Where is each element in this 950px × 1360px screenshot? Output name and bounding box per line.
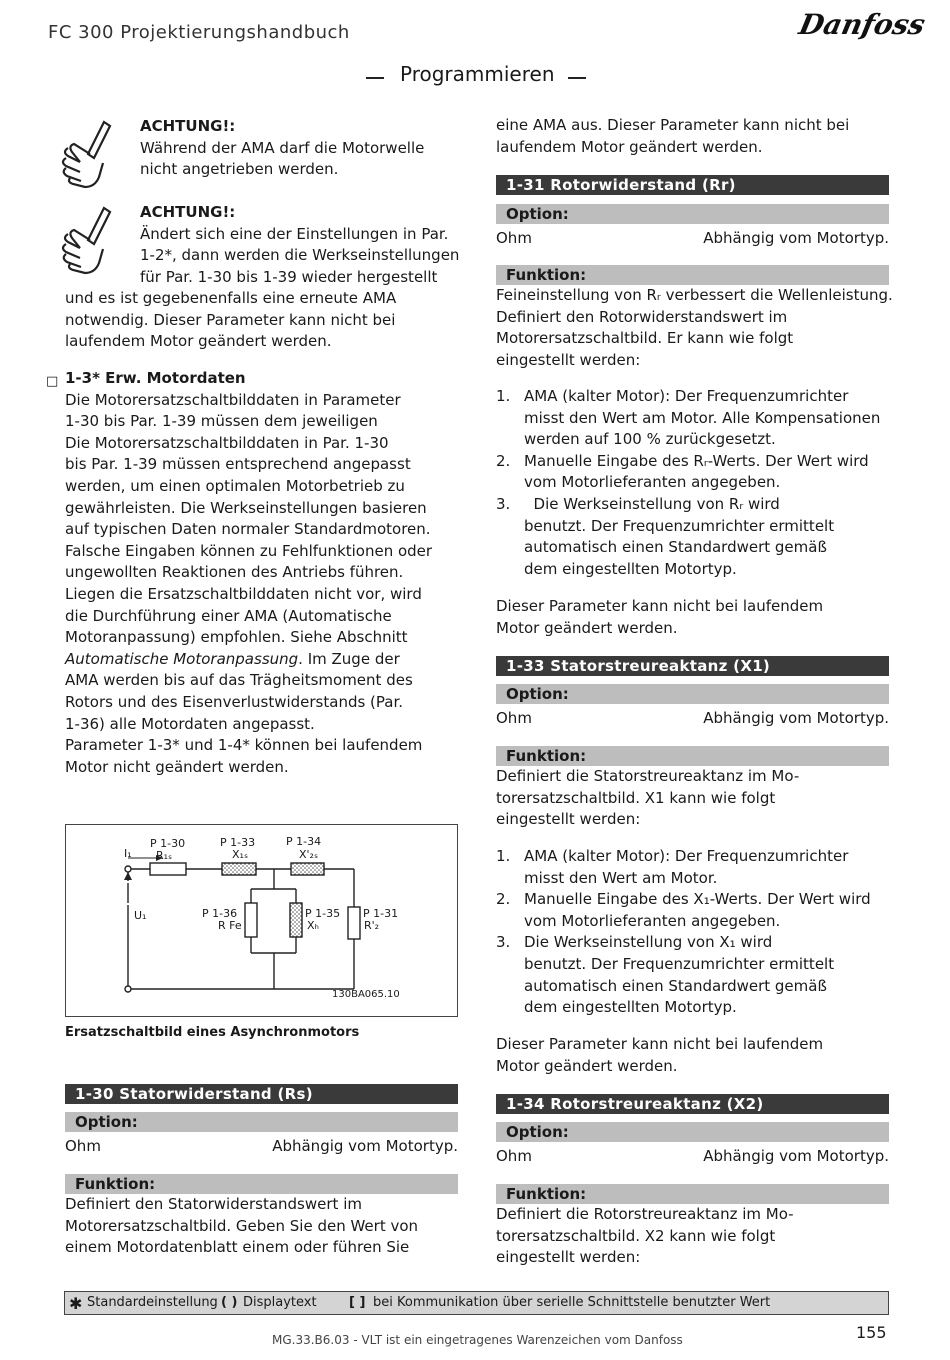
legend-serial: bei Kommunikation über serielle Schnittstelle benutzter Wert <box>373 1295 771 1310</box>
label-p130: P 1-30 <box>150 837 186 850</box>
group-line: auf typischen Daten normaler Standardmotoren. <box>65 520 431 539</box>
list-item: 3. Die Werkseinstellung von X₁ wird benutzt. Der Frequenzumrichter ermittelt automatisch einen Standardwert gemäß dem eingestellten Motortyp. <box>496 933 835 1017</box>
document-reference: MG.33.B6.03 - VLT ist ein eingetragenes Warenzeichen vom Danfoss <box>272 1333 683 1347</box>
param-1-30-option-row <box>65 1135 458 1157</box>
diagram-caption: Ersatzschaltbild eines Asynchronmotors <box>65 1025 360 1040</box>
group-line: Falsche Eingaben können zu Fehlfunktionen oder <box>65 541 433 560</box>
function-line: Feineinstellung von Rᵣ verbessert die Wellenleistung. <box>496 286 893 304</box>
param-1-31-list <box>496 386 896 580</box>
param-1-30-bar: 1-30 Statorwiderstand (Rs) <box>65 1084 458 1104</box>
group-line: Rotors und des Eisenverlustwiderstands (Par. <box>65 692 404 711</box>
warning-hand-icon <box>60 204 120 274</box>
option-unit: Ohm <box>496 709 532 727</box>
section-dash-left <box>366 77 384 79</box>
group-line: Motoranpassung) empfohlen. Siehe Abschnitt <box>65 628 408 647</box>
option-default: Abhängig vom Motortyp. <box>703 229 889 247</box>
warning-2-head <box>140 202 470 288</box>
warning-1-line: Während der AMA darf die Motorwelle <box>140 138 425 157</box>
danfoss-logo <box>796 4 929 44</box>
param-1-33-function-bar: Funktion: <box>496 746 889 766</box>
document-title: FC 300 Projektierungshandbuch <box>48 22 350 43</box>
group-line: werden, um einen optimalen Motorbetrieb zu <box>65 476 405 495</box>
function-line: torersatzschaltbild. X1 kann wie folgt <box>496 788 776 807</box>
note-line: Motor geändert werden. <box>496 618 678 637</box>
group-line: 1-30 bis Par. 1-39 müssen dem jeweiligen <box>65 412 378 431</box>
list-item: 2. Manuelle Eingabe des Rᵣ-Werts. Der Wert wird vom Motorlieferanten angegeben. <box>496 451 869 492</box>
group-1-3 <box>65 368 465 778</box>
group-line-italic <box>65 649 465 671</box>
label-x1s: X₁ₛ <box>232 848 249 861</box>
label-p133: P 1-33 <box>220 836 256 849</box>
group-line: AMA werden bis auf das Trägheitsmoment des <box>65 671 413 690</box>
param-1-33-function-text <box>496 766 896 831</box>
list-item: 1. AMA (kalter Motor): Der Frequenzumrichter misst den Wert am Motor. <box>496 847 849 887</box>
label-p131: P 1-31 <box>363 907 399 920</box>
option-default: Abhängig vom Motortyp. <box>703 709 889 727</box>
legend-bracket: [ ] <box>349 1295 366 1310</box>
param-1-33-note <box>496 1034 896 1077</box>
group-line: ungewollten Reaktionen des Antriebs führen. <box>65 563 404 582</box>
param-1-33-list <box>496 846 896 1019</box>
function-line: Motorersatzschaltbild. Geben Sie den Wert von <box>65 1216 419 1235</box>
legend-default: Standardeinstellung <box>87 1295 218 1310</box>
legend-bar <box>64 1291 889 1315</box>
param-1-34-option-row <box>496 1145 889 1167</box>
label-r1s: R₁ₛ <box>156 849 173 862</box>
function-line: eingestellt werden: <box>496 350 641 369</box>
continued-text <box>496 115 896 158</box>
option-unit: Ohm <box>65 1137 101 1155</box>
function-line: eingestellt werden: <box>496 1248 641 1267</box>
label-x2s: X'₂ₛ <box>299 848 319 861</box>
function-line: Definiert die Rotorstreureaktanz im Mo- <box>496 1205 794 1223</box>
function-line: Definiert den Rotorwiderstandswert im <box>496 307 788 326</box>
function-line: einem Motordatenblatt einem oder führen Sie <box>65 1238 410 1257</box>
list-item: 2. Manuelle Eingabe des X₁-Werts. Der Wert wird vom Motorlieferanten angegeben. <box>496 890 871 930</box>
label-u1: U₁ <box>134 909 147 922</box>
continued-line: eine AMA aus. Dieser Parameter kann nicht bei <box>496 116 850 134</box>
label-rfe: R Fe <box>218 919 242 932</box>
italic-tail: . Im Zuge der <box>298 649 400 668</box>
param-1-33-option-bar: Option: <box>496 684 889 704</box>
label-xh: Xₕ <box>307 919 319 932</box>
option-default: Abhängig vom Motortyp. <box>272 1137 458 1155</box>
param-1-34-bar: 1-34 Rotorstreureaktanz (X2) <box>496 1094 889 1114</box>
function-line: Definiert die Statorstreureaktanz im Mo- <box>496 767 800 785</box>
function-line: Motorersatzschaltbild. Er kann wie folgt <box>496 329 794 348</box>
option-default: Abhängig vom Motortyp. <box>703 1147 889 1165</box>
warning-hand-icon <box>60 118 120 188</box>
star-icon: ✱ <box>69 1294 83 1313</box>
note-line: Motor geändert werden. <box>496 1056 678 1075</box>
note-line: Dieser Parameter kann nicht bei laufendem <box>496 1035 824 1053</box>
function-line: eingestellt werden: <box>496 810 641 829</box>
group-title: 1-3* Erw. Motordaten <box>65 369 246 387</box>
param-1-34-function-bar: Funktion: <box>496 1184 889 1204</box>
warning-2-line: 1-2*, dann werden die Werkseinstellungen <box>140 246 460 265</box>
param-1-31-function-bar: Funktion: <box>496 265 889 285</box>
label-i1: I₁ <box>124 847 132 860</box>
warning-2-line: und es ist gegebenenfalls eine erneute AMA <box>65 289 397 307</box>
label-p134: P 1-34 <box>286 835 322 848</box>
label-p136: P 1-36 <box>202 907 238 920</box>
group-line: Liegen die Ersatzschaltbilddaten nicht vor, wird <box>65 584 422 603</box>
group-line: Motor nicht geändert werden. <box>65 757 289 776</box>
svg-text:Danfoss: Danfoss <box>796 7 929 41</box>
group-line: Die Motorersatzschaltbilddaten in Par. 1-30 <box>65 433 389 452</box>
param-1-31-function-text <box>496 285 896 371</box>
group-marker: □ <box>46 374 59 389</box>
group-line: 1-36) alle Motordaten angepasst. <box>65 714 315 733</box>
warning-1 <box>140 116 470 181</box>
label-r2: R'₂ <box>364 919 380 932</box>
diagram-code: 130BA065.10 <box>332 989 400 1000</box>
warning-2-line: notwendig. Dieser Parameter kann nicht bei <box>65 310 396 329</box>
param-1-31-option-row <box>496 227 889 249</box>
param-1-31-option-bar: Option: <box>496 204 889 224</box>
param-1-31-bar: 1-31 Rotorwiderstand (Rr) <box>496 175 889 195</box>
group-line: die Durchführung einer AMA (Automatische <box>65 606 392 625</box>
option-unit: Ohm <box>496 1147 532 1165</box>
italic-ref: Automatische Motoranpassung <box>65 649 299 668</box>
list-item: 3. Die Werkseinstellung von Rᵣ wird benutzt. Der Frequenzumrichter ermittelt automatisch einen Standardwert gemäß dem eingestellten Motortyp. <box>496 494 835 578</box>
legend-display: Displaytext <box>243 1295 317 1310</box>
equivalent-circuit-diagram <box>65 824 458 1017</box>
function-line: torersatzschaltbild. X2 kann wie folgt <box>496 1226 776 1245</box>
group-line: bis Par. 1-39 müssen entsprechend angepasst <box>65 455 411 474</box>
param-1-31-note <box>496 596 896 639</box>
warning-1-title: ACHTUNG!: <box>140 117 236 135</box>
continued-line: laufendem Motor geändert werden. <box>496 137 763 156</box>
section-title: Programmieren <box>400 62 555 86</box>
warning-1-line: nicht angetrieben werden. <box>140 160 339 179</box>
legend-paren: ( ) <box>221 1295 238 1310</box>
group-line: gewährleisten. Die Werkseinstellungen basieren <box>65 498 427 517</box>
warning-2-body <box>65 288 465 353</box>
list-item: 1. AMA (kalter Motor): Der Frequenzumrichter misst den Wert am Motor. Alle Kompensationen werden auf 100 % zurückgesetzt. <box>496 387 881 449</box>
label-p135: P 1-35 <box>305 907 341 920</box>
warning-2-line: für Par. 1-30 bis 1-39 wieder hergestellt <box>140 267 438 286</box>
param-1-33-option-row <box>496 707 889 729</box>
function-line: Definiert den Statorwiderstandswert im <box>65 1195 362 1213</box>
warning-2-line: Ändert sich eine der Einstellungen in Par. <box>140 224 449 243</box>
param-1-30-function-text <box>65 1194 465 1259</box>
option-unit: Ohm <box>496 229 532 247</box>
param-1-30-option-bar: Option: <box>65 1112 458 1132</box>
param-1-34-function-text <box>496 1204 896 1269</box>
warning-2-title: ACHTUNG!: <box>140 203 236 221</box>
group-line: Parameter 1-3* und 1-4* können bei laufendem <box>65 736 423 755</box>
warning-2-line: laufendem Motor geändert werden. <box>65 332 332 351</box>
page-number: 155 <box>856 1323 887 1342</box>
group-line: Die Motorersatzschaltbilddaten in Parameter <box>65 390 401 409</box>
param-1-30-function-bar: Funktion: <box>65 1174 458 1194</box>
param-1-33-bar: 1-33 Statorstreureaktanz (X1) <box>496 656 889 676</box>
note-line: Dieser Parameter kann nicht bei laufendem <box>496 597 824 615</box>
param-1-34-option-bar: Option: <box>496 1122 889 1142</box>
section-dash-right <box>568 77 586 79</box>
